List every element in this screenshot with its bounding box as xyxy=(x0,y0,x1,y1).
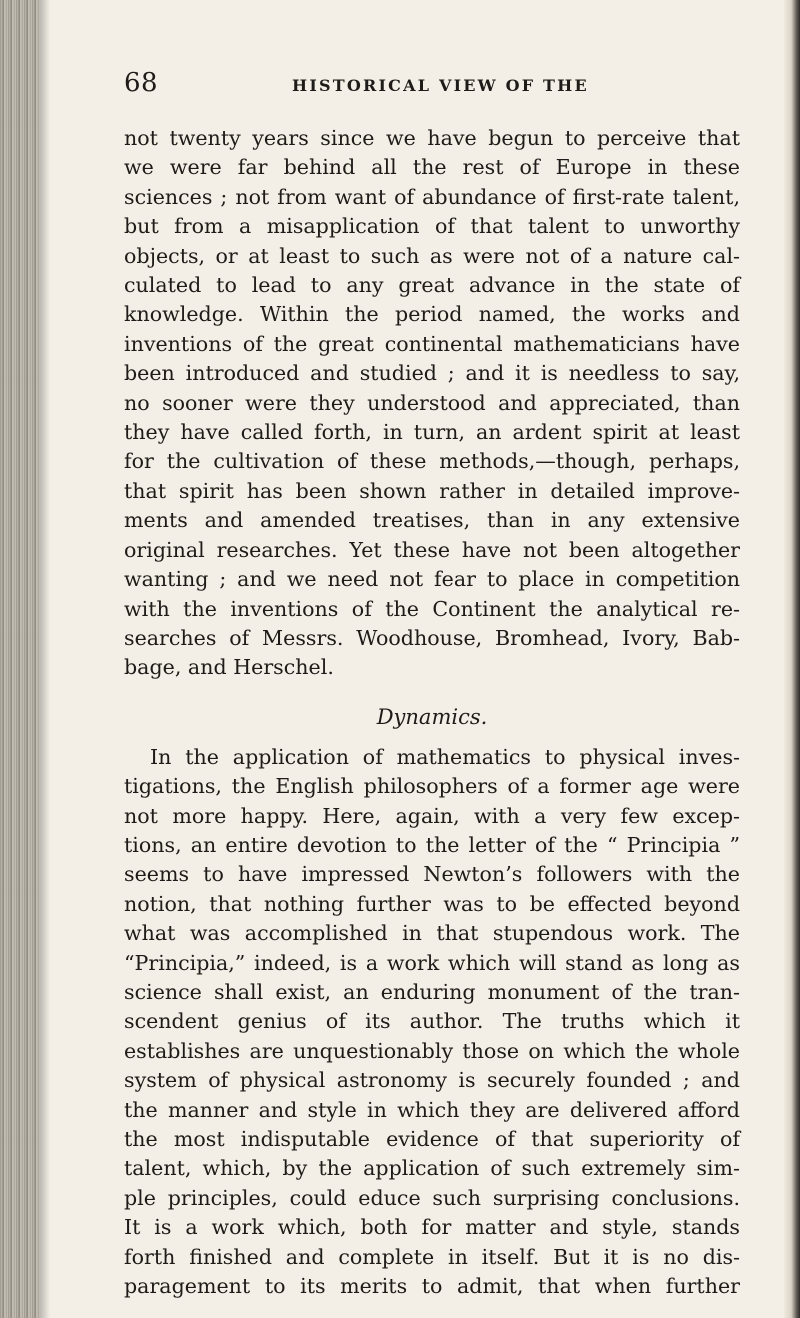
text-line: not more happy. Here, again, with a very few excep- xyxy=(124,803,740,828)
page-header xyxy=(124,68,740,108)
text-line: ple principles, could educe such surprising conclusions. xyxy=(124,1185,740,1210)
text-line: been introduced and studied ; and it is needless to say, xyxy=(124,361,740,386)
text-line: no sooner were they understood and appreciated, than xyxy=(124,390,740,415)
text-line: original researches. Yet these have not been altogether xyxy=(124,537,740,562)
running-head: HISTORICAL VIEW OF THE xyxy=(292,76,589,95)
text-line: culated to lead to any great advance in the state of xyxy=(124,273,740,298)
text-line: notion, that nothing further was to be effected beyond xyxy=(124,891,740,916)
text-line: wanting ; and we need not fear to place in competition xyxy=(124,567,740,592)
text-line: tions, an entire devotion to the letter of the “ Principia ” xyxy=(124,832,740,857)
text-line: scendent genius of its author. The truths which it xyxy=(124,1009,740,1034)
page-number: 68 xyxy=(124,68,159,98)
text-line: not twenty years since we have begun to perceive that xyxy=(124,126,740,150)
text-line: ments and amended treatises, than in any extensive xyxy=(124,508,740,533)
text-line: establishes are unquestionably those on which the whole xyxy=(124,1038,740,1063)
paragraph-1 xyxy=(124,124,740,683)
text-line: talent, which, by the application of such extremely sim- xyxy=(124,1156,740,1181)
text-line: we were far behind all the rest of Europe in these xyxy=(124,155,740,180)
text-line: but from a misapplication of that talent to unworthy xyxy=(124,214,740,239)
text-line: objects, or at least to such as were not of a nature cal- xyxy=(124,243,740,268)
text-line: with the inventions of the Continent the analytical re- xyxy=(124,596,740,621)
text-line: forth finished and complete in itself. But it is no dis- xyxy=(124,1244,740,1269)
book-spine-edge xyxy=(0,0,40,1318)
text-line: “Principia,” indeed, is a work which will stand as long as xyxy=(124,950,740,975)
text-line: for the cultivation of these methods,—though, perhaps, xyxy=(124,449,740,474)
text-line: tigations, the English philosophers of a former age were xyxy=(124,774,740,799)
text-line: the manner and style in which they are delivered afford xyxy=(124,1097,740,1122)
text-line: the most indisputable evidence of that superiority of xyxy=(124,1127,740,1151)
text-line: sciences ; not from want of abundance of first-rate talent, xyxy=(124,184,740,209)
text-line: science shall exist, an enduring monument of the tran- xyxy=(124,979,740,1004)
page-edge-shadow xyxy=(784,0,800,1318)
text-line: system of physical astronomy is securely founded ; and xyxy=(124,1068,740,1093)
text-line: they have called forth, in turn, an ardent spirit at least xyxy=(124,420,740,445)
section-title: Dynamics. xyxy=(376,704,488,729)
text-line: In the application of mathematics to physical inves- xyxy=(150,744,740,769)
text-line: It is a work which, both for matter and style, stands xyxy=(124,1215,740,1240)
text-line: inventions of the great continental mathematicians have xyxy=(124,331,740,356)
text-line: that spirit has been shown rather in detailed improve- xyxy=(124,478,740,503)
book-page xyxy=(124,68,740,1301)
text-line: what was accomplished in that stupendous work. The xyxy=(124,921,740,946)
text-line: knowledge. Within the period named, the works and xyxy=(124,302,740,327)
text-line: bage, and Herschel. xyxy=(124,655,334,680)
text-line: paragement to its merits to admit, that when further xyxy=(124,1274,740,1299)
paragraph-2 xyxy=(124,743,740,1302)
text-line: searches of Messrs. Woodhouse, Bromhead, Ivory, Bab- xyxy=(124,625,740,650)
text-line: seems to have impressed Newton’s followers with the xyxy=(124,862,740,887)
